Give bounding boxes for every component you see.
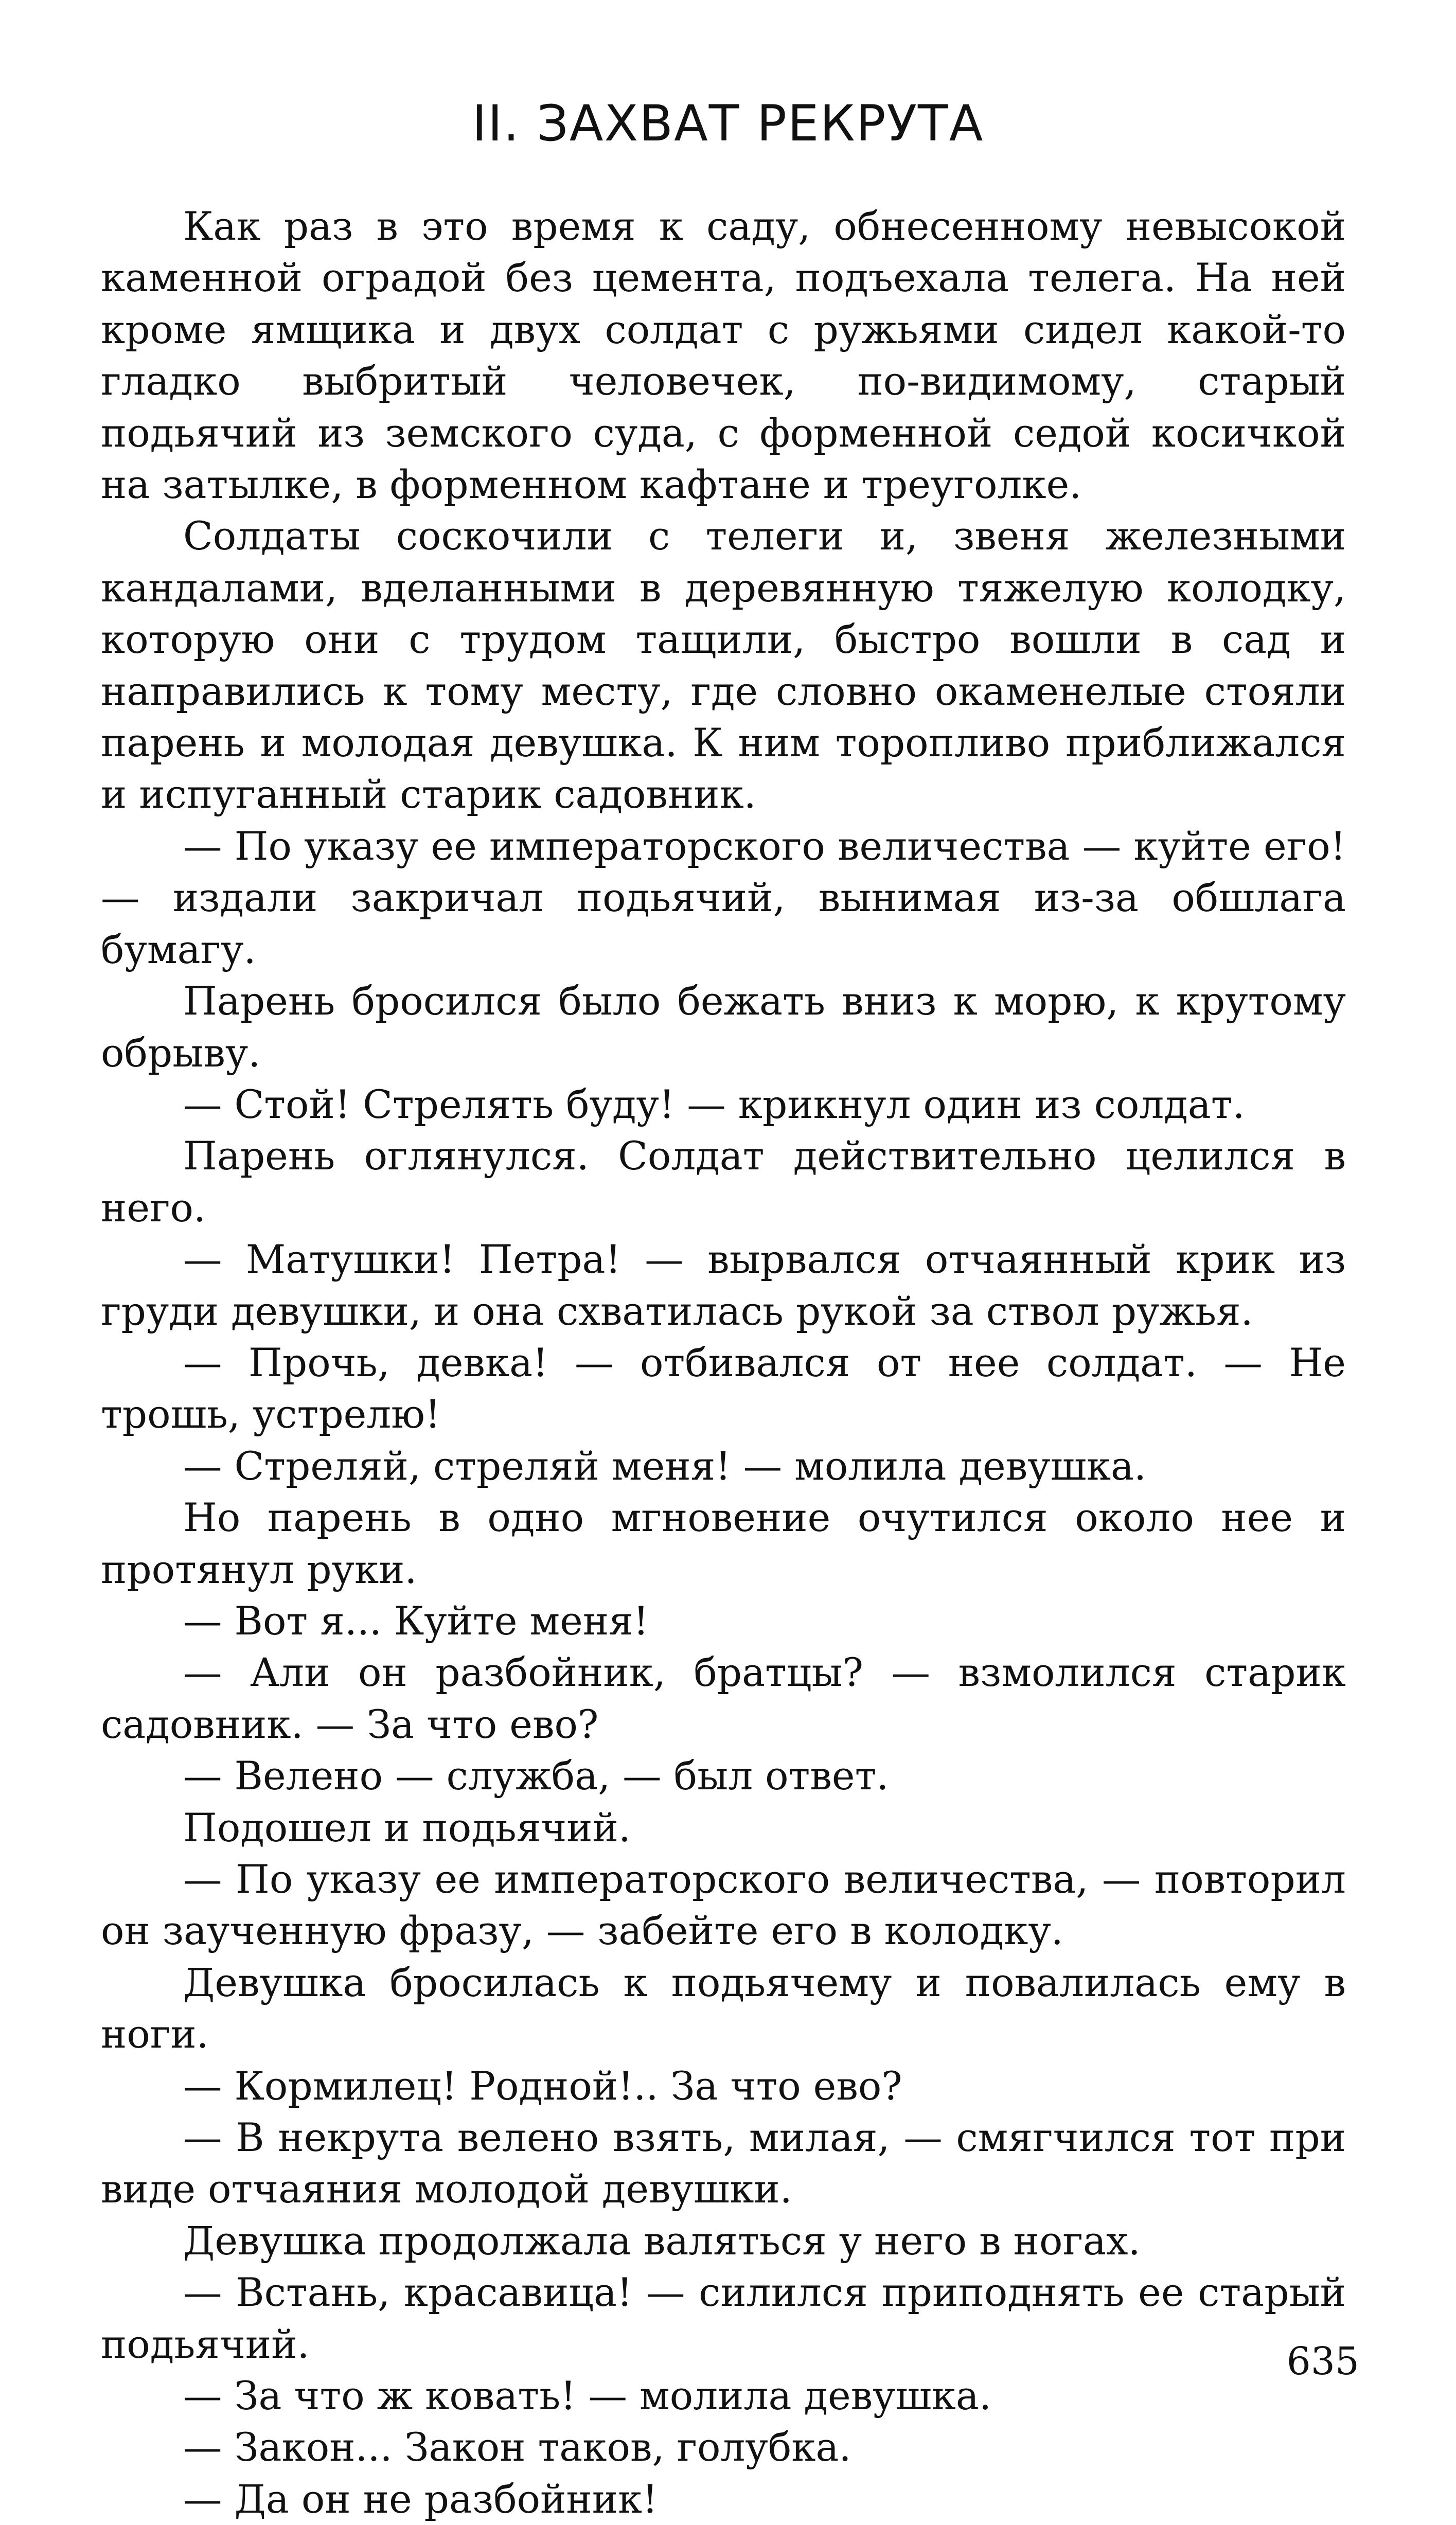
- paragraph: — Вот я... Куйте меня!: [183, 1598, 649, 1644]
- paragraph: Девушка продолжала валяться у него в ногах.: [183, 2218, 1141, 2264]
- paragraph: — За что ж ковать! — молила девушка.: [183, 2373, 991, 2419]
- paragraph: — Прочь, девка! — отбивался от нее солдат. — Не трошь, устрелю!: [101, 1340, 1346, 1437]
- paragraph: — Стой! Стрелять буду! — крикнул один из солдат.: [183, 1081, 1245, 1127]
- paragraph: — Стреляй, стреляй меня! — молила девушка.: [183, 1443, 1147, 1489]
- paragraph: — Да он не разбойник!: [183, 2476, 658, 2522]
- paragraph: Парень бросился было бежать вниз к морю, к крутому обрыву.: [101, 979, 1346, 1076]
- paragraph: — Встань, красавица! — силился приподнять ее старый подьячий.: [101, 2270, 1346, 2367]
- paragraph: Солдаты соскочили с телеги и, звеня железными кандалами, вделанными в деревянную тяжелую колодку, которую они с трудом тащили, быстро вошли в сад и направились к тому месту, где словно окаменелые стояли парень и молодая девушка. К ним торопливо приближался и испуганный старик садовник.: [101, 513, 1346, 817]
- paragraph: — По указу ее императорского величества — куйте его! — издали закричал подьячий, вынимая из-за обшлага бумагу.: [101, 823, 1346, 972]
- paragraph: — Матушки! Петра! — вырвался отчаянный крик из груди девушки, и она схватилась рукой за ствол ружья.: [101, 1237, 1346, 1334]
- chapter-title: II. ЗАХВАТ РЕКРУТА: [472, 95, 984, 152]
- paragraph: — Велено — служба, — был ответ.: [183, 1753, 889, 1799]
- paragraph: — Закон... Закон таков, голубка.: [183, 2425, 851, 2470]
- paragraph: — В некрута велено взять, милая, — смягчился тот при виде отчаяния молодой девушки.: [101, 2115, 1346, 2212]
- paragraph: — По указу ее императорского величества, — повторил он заученную фразу, — забейте его в колодку.: [101, 1857, 1346, 1954]
- body-text: [101, 201, 1346, 2525]
- paragraph: — Кормилец! Родной!.. За что ево?: [183, 2063, 902, 2109]
- paragraph: Девушка бросилась к подьячему и повалилась ему в ноги.: [101, 1960, 1346, 2057]
- paragraph: Парень оглянулся. Солдат действительно целился в него.: [101, 1133, 1346, 1231]
- paragraph: — Али он разбойник, братцы? — взмолился старик садовник. — За что ево?: [101, 1650, 1346, 1747]
- paragraph: Как раз в это время к саду, обнесенному невысокой каменной оградой без цемента, подъехала телега. На ней кроме ямщика и двух солдат с ружьями сидел какой-то гладко выбритый человечек, по-видимому, старый подьячий из земского суда, с форменной седой косичкой на затылке, в форменном кафтане и треуголке.: [101, 204, 1346, 508]
- page-number: 635: [1286, 2339, 1359, 2384]
- paragraph: Подошел и подьячий.: [183, 1805, 631, 1851]
- paragraph: Но парень в одно мгновение очутился около нее и протянул руки.: [101, 1495, 1346, 1592]
